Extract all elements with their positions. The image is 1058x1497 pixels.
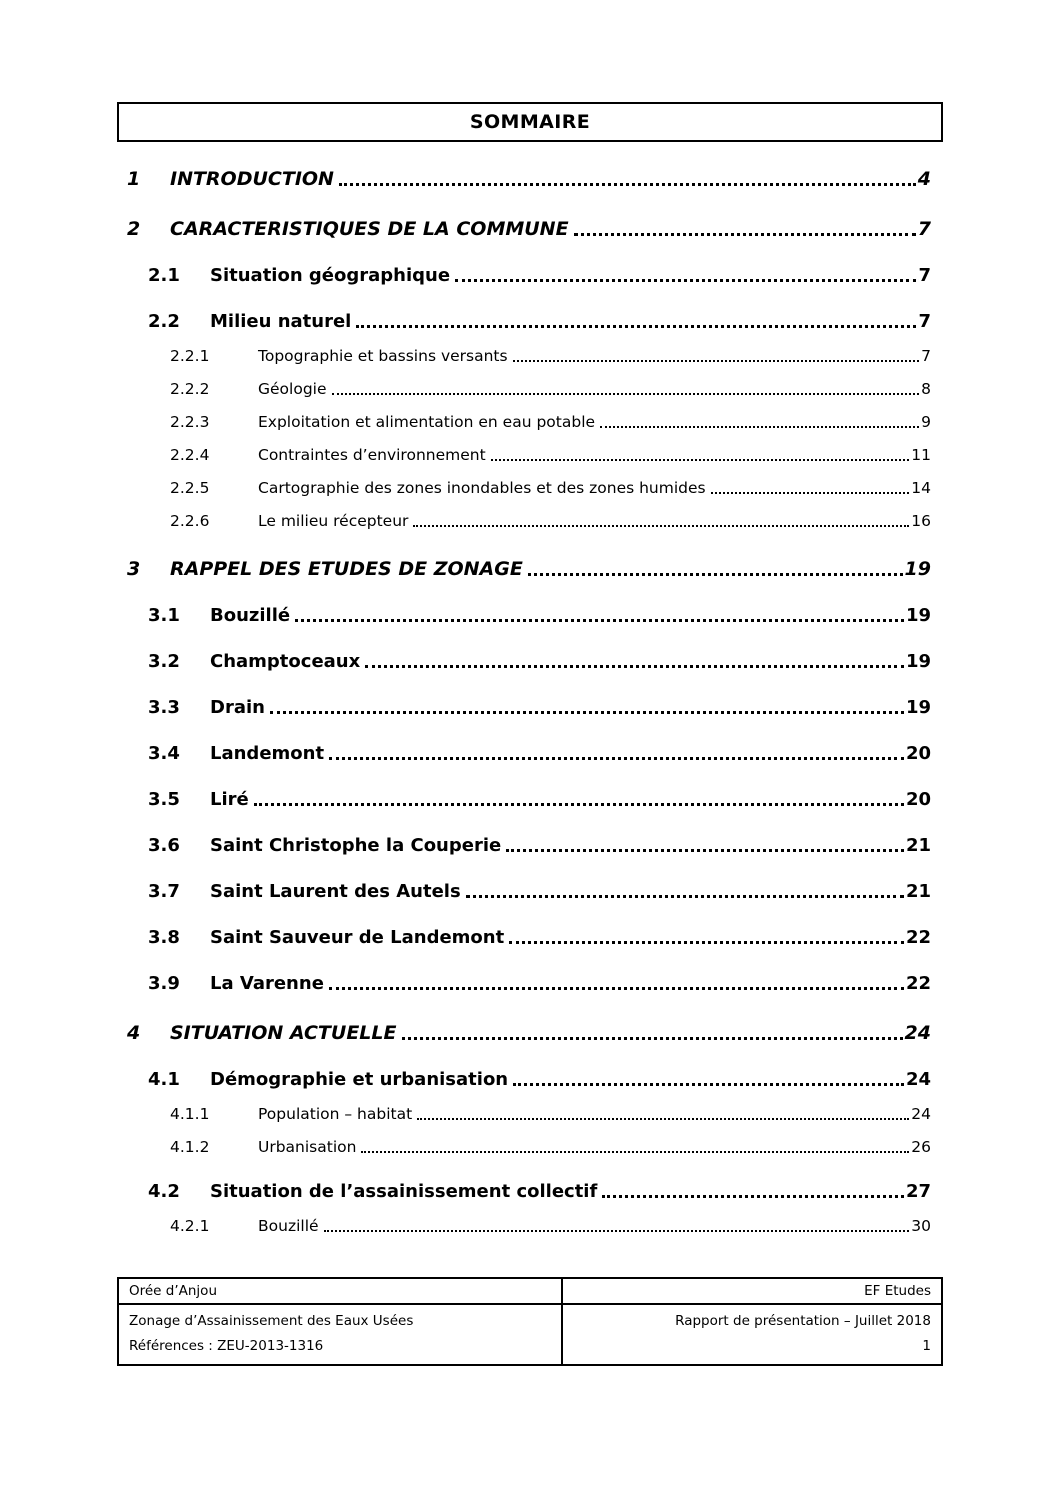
toc-entry[interactable] [117, 972, 943, 996]
toc-dot-leader [602, 1195, 904, 1198]
toc-entry[interactable] [117, 1137, 943, 1158]
toc-dot-leader [329, 757, 904, 760]
toc-dot-leader [270, 711, 904, 714]
toc-dot-leader [339, 183, 916, 186]
toc-entry[interactable] [117, 604, 943, 628]
toc-dot-leader [356, 325, 916, 328]
toc-entry[interactable] [117, 788, 943, 812]
toc-entry-label: Topographie et bassins versants [258, 347, 508, 365]
toc-entry[interactable] [117, 166, 943, 192]
toc-entry-number: 3.5 [148, 789, 180, 810]
toc-entry-label: Géologie [258, 380, 327, 398]
toc-entry-number: 4.1.2 [170, 1138, 210, 1156]
toc-dot-leader [361, 1151, 909, 1153]
toc-dot-leader [711, 492, 910, 494]
toc-dot-leader [254, 803, 904, 806]
footer-cartouche [117, 1277, 943, 1366]
toc-entry-number: 3.3 [148, 697, 180, 718]
toc-entry-label: Saint Laurent des Autels [210, 881, 461, 902]
footer-type-cell [563, 1305, 941, 1364]
toc-entry[interactable] [117, 346, 943, 367]
toc-dot-leader [455, 279, 916, 282]
toc-entry-number: 2.2 [148, 311, 180, 332]
toc-entry[interactable] [117, 412, 943, 433]
toc-entry-label: Bouzillé [210, 605, 291, 626]
toc-entry-label: Milieu naturel [210, 311, 352, 332]
toc-entry-label: Drain [210, 697, 265, 718]
toc-entry-number: 4.1.1 [170, 1105, 210, 1123]
toc-entry[interactable] [117, 556, 943, 582]
toc-entry[interactable] [117, 379, 943, 400]
toc-entry-number: 3.2 [148, 651, 180, 672]
toc-entry-number: 3.4 [148, 743, 180, 764]
toc-dot-leader [295, 619, 904, 622]
toc-entry-page: 9 [921, 413, 931, 431]
toc-entry[interactable] [117, 880, 943, 904]
toc-dot-leader [513, 360, 920, 362]
toc-entry[interactable] [117, 1068, 943, 1092]
toc-entry-page: 16 [911, 512, 931, 530]
toc-entry-number: 3.9 [148, 973, 180, 994]
footer-doc-cell [119, 1305, 563, 1364]
toc-entry-page: 19 [904, 558, 931, 580]
toc-dot-leader [413, 525, 909, 527]
toc-entry-number: 2.2.6 [170, 512, 210, 530]
toc-entry-label: SITUATION ACTUELLE [170, 1022, 397, 1044]
toc-entry-page: 22 [905, 973, 931, 994]
toc-dot-leader [513, 1083, 904, 1086]
toc-entry-page: 14 [911, 479, 931, 497]
toc-entry-number: 2.2.2 [170, 380, 210, 398]
toc-entry-label: Contraintes d’environnement [258, 446, 486, 464]
page-title: SOMMAIRE [469, 111, 591, 133]
toc-entry-label: Liré [210, 789, 249, 810]
toc-entry-number: 4.2 [148, 1181, 180, 1202]
toc-entry[interactable] [117, 1180, 943, 1204]
toc-entry-page: 7 [918, 265, 931, 286]
toc-entry[interactable] [117, 511, 943, 532]
toc-entry-label: Population – habitat [258, 1105, 413, 1123]
toc-entry-label: CARACTERISTIQUES DE LA COMMUNE [170, 218, 569, 240]
toc-entry-number: 3.7 [148, 881, 180, 902]
toc-entry[interactable] [117, 1104, 943, 1125]
toc-dot-leader [528, 573, 903, 576]
toc-dot-leader [329, 987, 904, 990]
toc-entry-number: 2.2.4 [170, 446, 210, 464]
footer-bottom-row [119, 1305, 941, 1364]
toc-entry-label: INTRODUCTION [170, 168, 334, 190]
toc-dot-leader [324, 1230, 910, 1232]
toc-dot-leader [509, 941, 904, 944]
toc-entry-page: 21 [905, 881, 931, 902]
footer-company-cell [563, 1279, 941, 1303]
toc-entry-page: 19 [905, 605, 931, 626]
toc-entry-number: 2.2.3 [170, 413, 210, 431]
toc-entry-label: Champtoceaux [210, 651, 361, 672]
toc-entry-page: 7 [917, 218, 931, 240]
toc-dot-leader [332, 393, 920, 395]
toc-entry[interactable] [117, 834, 943, 858]
toc-entry-label: Situation géographique [210, 265, 451, 286]
toc-entry-label: Bouzillé [258, 1217, 319, 1235]
toc-entry-page: 22 [905, 927, 931, 948]
footer-doc-title: Zonage d’Assainissement des Eaux Usées [129, 1313, 414, 1329]
toc-entry-page: 8 [921, 380, 931, 398]
toc-entry[interactable] [117, 264, 943, 288]
toc-dot-leader [365, 665, 904, 668]
footer-company: EF Etudes [864, 1283, 931, 1299]
toc-entry[interactable] [117, 445, 943, 466]
toc-entry-number: 3 [127, 558, 141, 580]
toc-entry-label: Saint Christophe la Couperie [210, 835, 502, 856]
toc-entry[interactable] [117, 742, 943, 766]
toc-dot-leader [506, 849, 904, 852]
toc-entry[interactable] [117, 650, 943, 674]
toc-entry[interactable] [117, 696, 943, 720]
toc-entry-page: 11 [911, 446, 931, 464]
toc-dot-leader [600, 426, 919, 428]
toc-entry-label: Démographie et urbanisation [210, 1069, 509, 1090]
toc-entry-page: 7 [921, 347, 931, 365]
toc-entry-number: 2.2.5 [170, 479, 210, 497]
toc-entry-label: RAPPEL DES ETUDES DE ZONAGE [170, 558, 523, 580]
toc-entry-page: 20 [905, 789, 931, 810]
footer-client-cell [119, 1279, 563, 1303]
toc-entry-label: Le milieu récepteur [258, 512, 409, 530]
toc-entry-page: 20 [905, 743, 931, 764]
footer-top-row [119, 1279, 941, 1305]
toc-entry-page: 21 [905, 835, 931, 856]
toc-entry-page: 24 [911, 1105, 931, 1123]
toc-entry-label: La Varenne [210, 973, 324, 994]
toc-dot-leader [402, 1037, 903, 1040]
toc-entry[interactable] [117, 310, 943, 334]
toc-entry-page: 19 [905, 651, 931, 672]
sommaire-title-box [117, 102, 943, 142]
footer-reference: Références : ZEU-2013-1316 [129, 1338, 324, 1354]
toc-entry-page: 7 [918, 311, 931, 332]
toc-entry-label: Situation de l’assainissement collectif [210, 1181, 598, 1202]
toc-entry-number: 4.1 [148, 1069, 180, 1090]
toc-dot-leader [574, 233, 916, 236]
toc-entry-number: 2 [127, 218, 141, 240]
toc-entry-page: 30 [911, 1217, 931, 1235]
toc-entry-number: 2.1 [148, 265, 180, 286]
toc-entry-number: 3.6 [148, 835, 180, 856]
toc-entry-number: 4.2.1 [170, 1217, 210, 1235]
toc-entry-page: 26 [911, 1138, 931, 1156]
footer-doc-type: Rapport de présentation – Juillet 2018 [675, 1313, 931, 1329]
toc-entry-page: 19 [905, 697, 931, 718]
toc-entry[interactable] [117, 216, 943, 242]
toc-entry-label: Exploitation et alimentation en eau potable [258, 413, 596, 431]
toc-entry-number: 4 [127, 1022, 141, 1044]
toc-dot-leader [417, 1118, 909, 1120]
toc-entry-number: 3.8 [148, 927, 180, 948]
toc-entry-page: 4 [917, 168, 931, 190]
toc-dot-leader [491, 459, 910, 461]
table-of-contents [117, 142, 943, 1237]
toc-entry-page: 24 [904, 1022, 931, 1044]
toc-entry-number: 3.1 [148, 605, 180, 626]
footer-client: Orée d’Anjou [129, 1283, 218, 1299]
toc-entry-number: 2.2.1 [170, 347, 210, 365]
toc-entry-label: Urbanisation [258, 1138, 357, 1156]
toc-entry[interactable] [117, 926, 943, 950]
footer-page-number: 1 [922, 1338, 931, 1354]
toc-entry[interactable] [117, 478, 943, 499]
toc-entry-number: 1 [127, 168, 141, 190]
toc-entry-label: Cartographie des zones inondables et des zones humides [258, 479, 706, 497]
toc-entry[interactable] [117, 1020, 943, 1046]
toc-entry-label: Landemont [210, 743, 325, 764]
toc-entry-page: 27 [905, 1181, 931, 1202]
toc-entry-label: Saint Sauveur de Landemont [210, 927, 505, 948]
toc-entry-page: 24 [905, 1069, 931, 1090]
toc-entry[interactable] [117, 1216, 943, 1237]
toc-dot-leader [466, 895, 904, 898]
